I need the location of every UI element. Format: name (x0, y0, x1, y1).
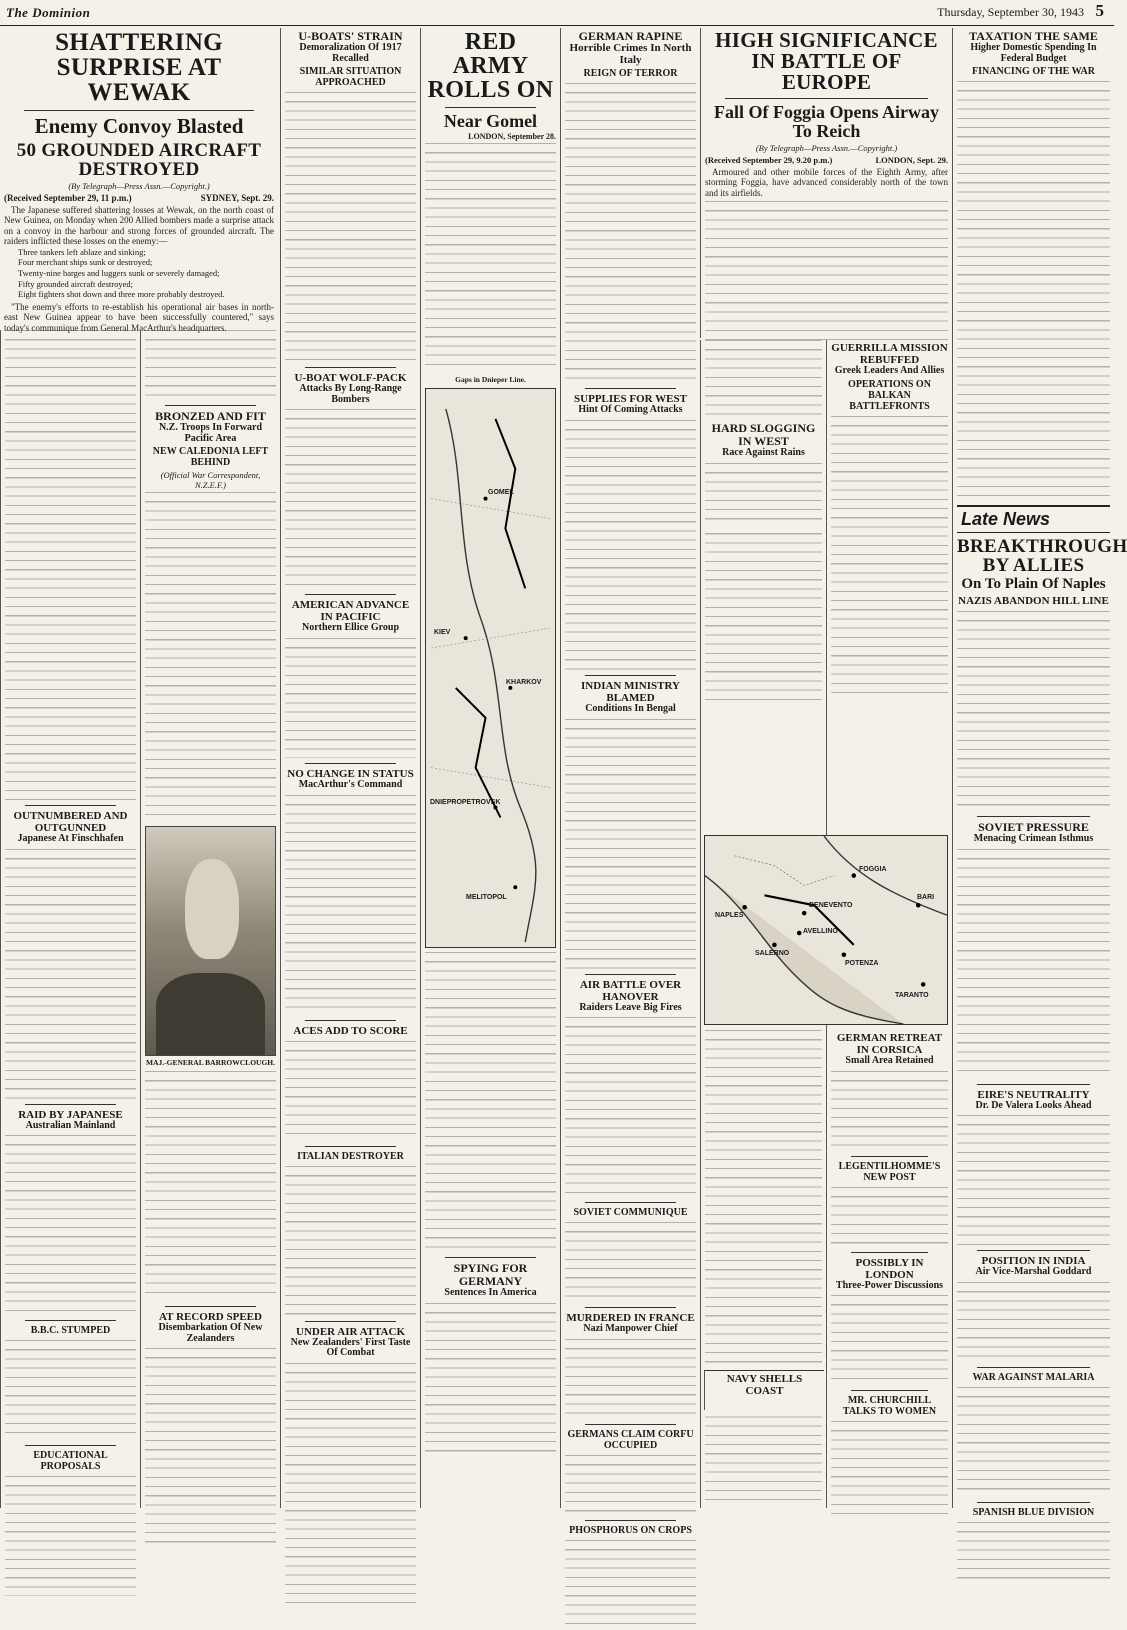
navy-head (704, 1370, 824, 1410)
portrait-photo (145, 826, 276, 1056)
foggia-story (700, 28, 952, 338)
headline-underattack: UNDER AIR ATTACK (296, 1325, 405, 1338)
map-graphic (426, 389, 555, 947)
map-label-melitopol: MELITOPOL (466, 893, 507, 901)
headline-record: AT RECORD SPEED (159, 1311, 262, 1324)
column-7 (952, 28, 1127, 1518)
photo-caption: MAJ.-GENERAL BARROWCLOUGH. (146, 1058, 275, 1068)
subhead-bombers: Attacks By Long-Range Bombers (299, 383, 402, 405)
subhead-hill-line: NAZIS ABANDON HILL LINE (958, 594, 1109, 607)
headline-possibly-london: POSSIBLY IN LONDON (855, 1256, 924, 1281)
subhead-convoy: Enemy Convoy Blasted (34, 114, 244, 138)
subhead-disembarkation: Disembarkation Of New Zealanders (158, 1322, 263, 1344)
headline-wolfpack: U-BOAT WOLF-PACK (294, 372, 407, 385)
map-label-dniepropetrovsk: DNIEPROPETROVSK (430, 798, 501, 806)
headline-soviet-communique: SOVIET COMMUNIQUE (573, 1207, 688, 1219)
headline-nochange: NO CHANGE IN STATUS (287, 767, 414, 780)
headline-spying: SPYING FOR GERMANY (453, 1260, 528, 1289)
dateline: SYDNEY, Sept. 29. (200, 193, 274, 204)
headline-wewak: SHATTERING SURPRISE AT WEWAK (55, 29, 223, 106)
headline-india: INDIAN MINISTRY BLAMED (581, 679, 680, 704)
headline-soviet-pressure: SOVIET PRESSURE (978, 820, 1089, 835)
subhead-goddard: Air Vice-Marshal Goddard (975, 1266, 1092, 1278)
masthead (0, 0, 1114, 26)
subhead-bengal: Conditions In Bengal (585, 703, 676, 715)
headline-educational: EDUCATIONAL PROPOSALS (33, 1450, 108, 1473)
subhead-three-power: Three-Power Discussions (835, 1279, 944, 1291)
headline-blue-division: SPANISH BLUE DIVISION (972, 1506, 1095, 1518)
subhead-crimean: Menacing Crimean Isthmus (973, 833, 1094, 845)
headline-italian-destroyer: ITALIAN DESTROYER (297, 1150, 404, 1162)
divider (24, 110, 254, 111)
late-news-banner (957, 505, 1110, 533)
headline-significance: HIGH SIGNIFICANCE IN BATTLE OF EUROPE (715, 28, 938, 94)
subhead-demoralization: Demoralization Of 1917 Recalled (299, 42, 402, 64)
subhead-foggia: Fall Of Foggia Opens Airway To Reich (714, 102, 939, 141)
headline-slogging: HARD SLOGGING IN WEST (711, 421, 816, 449)
headline-legentilhomme: LEGENTILHOMME'S NEW POST (838, 1160, 941, 1183)
map-label-taranto: TARANTO (895, 992, 929, 999)
subhead-coming-attacks: Hint Of Coming Attacks (578, 404, 683, 416)
subhead-aircraft: 50 GROUNDED AIRCRAFT DESTROYED (16, 140, 262, 181)
subhead-fires: Raiders Leave Big Fires (579, 1001, 682, 1013)
paper-name: The Dominion (6, 5, 91, 20)
page-number: 5 (1095, 1, 1104, 20)
headline-eire: EIRE'S NEUTRALITY (977, 1088, 1090, 1101)
credit-line: (By Telegraph—Press Assn.—Copyright.) (755, 142, 898, 153)
headline-bbc: B.B.C. STUMPED (30, 1325, 111, 1337)
headline-outnumbered: OUTNUMBERED AND OUTGUNNED (13, 810, 128, 835)
received-line: (Received September 29, 9.20 p.m.) (705, 154, 833, 165)
headline-corsica: GERMAN RETREAT IN CORSICA (836, 1032, 943, 1057)
list-item: Eight fighters shot down and three more probably destroyed. (18, 289, 225, 300)
slogging-head (700, 420, 826, 530)
headline-phosphorus: PHOSPHORUS ON CROPS (569, 1524, 692, 1536)
subhead-finschhafen: Japanese At Finschhafen (17, 833, 124, 845)
subhead-de-valera: Dr. De Valera Looks Ahead (975, 1099, 1092, 1111)
column-6a-lower (700, 1030, 826, 1508)
headline-corfu: GERMANS CLAIM CORFU OCCUPIED (567, 1428, 694, 1451)
map-label-avellino: AVELLINO (803, 928, 838, 935)
headline-bronzed: BRONZED AND FIT (155, 409, 266, 423)
headline-aces: ACES ADD TO SCORE (293, 1024, 408, 1037)
subhead-ellice: Northern Ellice Group (301, 622, 400, 634)
communique-paragraph: "The enemy's efforts to re-establish his operational air bases in north-east New Guinea appear to have been successfully countered," says today's communique from General MacArthur's headquarters. (4, 301, 274, 333)
map-label-naples: NAPLES (715, 912, 744, 919)
column-2 (140, 330, 280, 1508)
column-3 (280, 28, 420, 1508)
subhead-new-caledonia: NEW CALEDONIA LEFT BEHIND (152, 446, 269, 469)
credit-line: (By Telegraph—Press Assn.—Copyright.) (68, 181, 210, 192)
lead-paragraph: Armoured and other mobile forces of the Eighth Army, after storming Foggia, have advanced considerably north of the town and its airfields. (705, 166, 948, 198)
headline-american: AMERICAN ADVANCE IN PACIFIC (291, 599, 410, 624)
subhead-greek-leaders: Greek Leaders And Allies (834, 365, 945, 377)
body-text-block (5, 330, 136, 800)
wewak-story (0, 28, 278, 333)
map-label-bari: BARI (917, 894, 935, 901)
headline-uboats: U-BOATS' STRAIN (298, 29, 403, 43)
headline-raid: RAID BY JAPANESE (18, 1108, 123, 1121)
list-item: Fifty grounded aircraft destroyed; (18, 278, 133, 289)
list-item: Twenty-nine barges and luggers sunk or severely damaged; (18, 268, 220, 279)
received-line: (Received September 29, 11 p.m.) (4, 193, 132, 204)
headline-rapine: GERMAN RAPINE (578, 29, 683, 43)
list-item: Three tankers left ablaze and sinking; (18, 246, 146, 257)
map-label-foggia: FOGGIA (859, 866, 887, 873)
map-label-kiev: KIEV (434, 628, 451, 636)
subhead-first-taste: New Zealanders' First Taste Of Combat (290, 1336, 411, 1359)
subhead-sentences: Sentences In America (444, 1287, 537, 1299)
subhead-federal-budget: Higher Domestic Spending In Federal Budget (970, 42, 1097, 64)
subhead-manpower: Nazi Manpower Chief (583, 1323, 678, 1335)
late-news-label: Late News (961, 509, 1051, 530)
losses-list (4, 247, 274, 300)
issue-date: Thursday, September 30, 1943 (937, 5, 1084, 19)
headline-taxation: TAXATION THE SAME (969, 29, 1098, 43)
headline-india-position: POSITION IN INDIA (981, 1255, 1086, 1268)
map-caption: Gaps in Dnieper Line. (455, 374, 526, 384)
credit-line: (Official War Correspondent, N.Z.E.F.) (160, 470, 261, 491)
map-label-gomel: GOMEL (488, 488, 514, 496)
russian-front-map (425, 388, 556, 948)
map-label-benevento: BENEVENTO (809, 902, 853, 909)
dateline: LONDON, September 28. (468, 131, 556, 141)
subhead-financing: FINANCING OF THE WAR (972, 66, 1095, 78)
headline-hanover: AIR BATTLE OVER HANOVER (579, 978, 682, 1003)
column-5 (560, 28, 700, 1536)
subhead-balkan: OPERATIONS ON BALKAN BATTLEFRONTS (848, 378, 931, 412)
headline-breakthrough: BREAKTHROUGH BY ALLIES (957, 536, 1127, 577)
headline-guerrilla: GUERRILLA MISSION REBUFFED (831, 342, 948, 367)
subhead-plain-naples: On To Plain Of Naples (961, 576, 1106, 593)
subhead-macarthur: MacArthur's Command (298, 779, 403, 791)
italy-map (704, 835, 948, 1025)
headline-churchill: MR. CHURCHILL TALKS TO WOMEN (842, 1395, 937, 1418)
map-label-kharkov: KHARKOV (506, 678, 542, 686)
column-1 (0, 330, 140, 1508)
dateline: LONDON, Sept. 29. (875, 154, 948, 165)
headline-redarmy: RED ARMY ROLLS ON (427, 29, 554, 103)
headline-supplies: SUPPLIES FOR WEST (574, 393, 687, 406)
subhead-mainland: Australian Mainland (25, 1119, 116, 1131)
subhead-rains: Race Against Rains (722, 447, 805, 459)
subhead-similar: SIMILAR SITUATION APPROACHED (299, 66, 402, 89)
headline-malaria: WAR AGAINST MALARIA (972, 1371, 1095, 1383)
subhead-small-area: Small Area Retained (845, 1055, 934, 1067)
subhead-terror: REIGN OF TERROR (583, 68, 678, 80)
headline-navy: NAVY SHELLS COAST (726, 1373, 803, 1398)
map-label-potenza: POTENZA (845, 960, 879, 967)
headline-murdered: MURDERED IN FRANCE (566, 1312, 695, 1325)
map-label-salerno: SALERNO (755, 950, 790, 957)
lead-paragraph: The Japanese suffered shattering losses at Wewak, on the north coast of New Guinea, on Monday when 200 Allied bombers made a surprise attack on a convoy in the harbour and strong forces of grounded aircraft. The raiders inflicted these losses on the enemy:— (4, 205, 274, 247)
subhead-crimes: Horrible Crimes In North Italy (569, 42, 692, 66)
subhead-gomel: Near Gomel (443, 111, 538, 131)
column-4 (420, 28, 560, 1508)
subhead-nz-troops: N.Z. Troops In Forward Pacific Area (158, 422, 263, 444)
column-6b-lower (826, 1030, 952, 1508)
list-item: Four merchant ships sunk or destroyed; (18, 257, 153, 268)
